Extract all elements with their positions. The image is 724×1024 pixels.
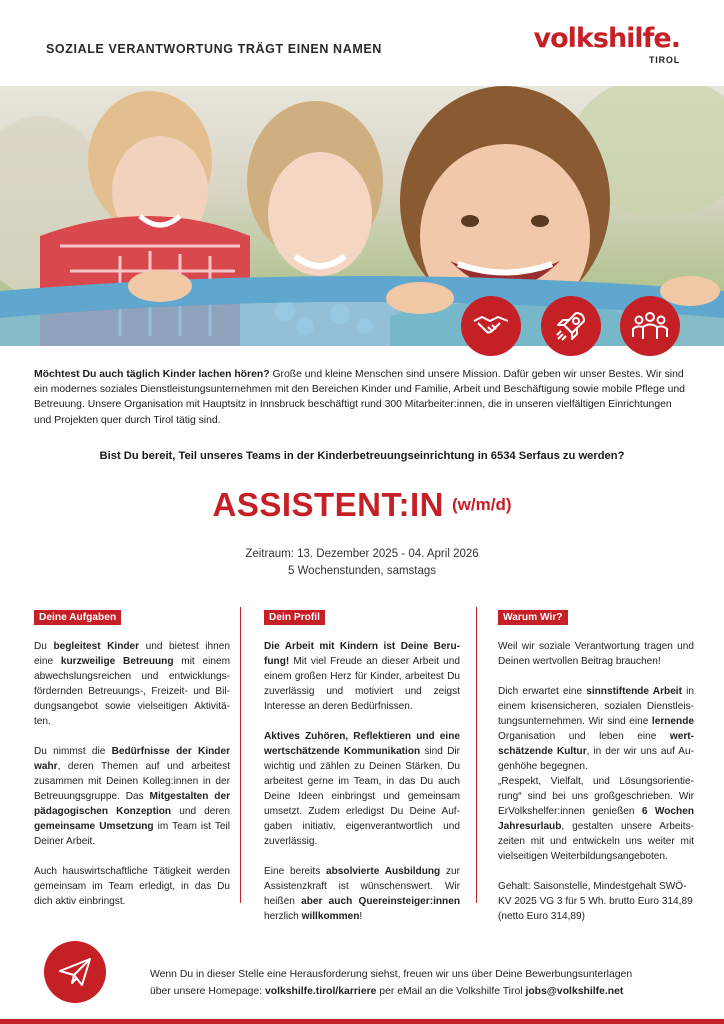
application-info bbox=[150, 966, 632, 1000]
salary-paragraph: Gehalt: Saisonstelle, Mindestgehalt SWÖ-KV 2025 VG 3 für 5 Wh. brutto Euro 314,89 (netto Euro 314,89) bbox=[498, 881, 693, 922]
column-divider bbox=[476, 607, 477, 903]
profile-paragraph: Eine bereits absolvierte Ausbildung zur Assistenzkraft ist wünschenswert. Wir heißen aber auch Quereinsteiger:innen herzlich willkommen! bbox=[264, 866, 461, 922]
team-icon-badge bbox=[620, 296, 680, 356]
tasks-heading: Deine Aufgaben bbox=[34, 610, 121, 625]
handshake-icon bbox=[472, 311, 510, 341]
job-title-gender: (w/m/d) bbox=[452, 495, 512, 514]
tasks-column bbox=[34, 607, 230, 924]
rocket-icon bbox=[554, 309, 588, 343]
application-line-1: Wenn Du in dieser Stelle eine Herausforderung siehst, freuen wir uns über Deine Bewerbungsunterlagen bbox=[150, 969, 633, 980]
logo-region: TIROL bbox=[649, 55, 680, 65]
paper-plane-icon bbox=[58, 957, 92, 987]
intro-paragraph bbox=[34, 367, 690, 428]
why-column bbox=[498, 607, 694, 939]
why-paragraph: Dich erwartet eine sinnstiftende Arbeit in einem krisensicheren, sozialen Dienstleistungsunternehmen. Wir sind eine lernende Organisation und leben eine wertschätzende Kultur, in der wir uns auf Augenhöhe begegnen. „Respekt, Vielfalt, und Lösungsorientierung“ sind bei uns großgeschrieben. Wir ErVolkshelfer:innen genießen 6 Wochen Jahresurlaub, gestalten unsere Arbeitszeiten mit und entwickeln uns weiter mit vielseitigen Weiterbildungsangeboten. bbox=[498, 686, 694, 862]
profile-paragraph: Die Arbeit mit Kindern ist Deine Berufung! Mit viel Freude an dieser Arbeit und einem großen Herz für Kinder, arbeitest Du zuverlässig und motiviert und zeigst Interesse an deren Bedürfnissen. bbox=[264, 641, 460, 712]
application-line-2: über unsere Homepage: volkshilfe.tirol/karriere per eMail an die Volkshilfe Tirol jobs@volkshilfe.net bbox=[150, 986, 624, 997]
bottom-accent-bar bbox=[0, 1019, 724, 1024]
hero-children-illustration bbox=[0, 86, 724, 346]
profile-column bbox=[264, 607, 460, 939]
tasks-paragraph: Auch hauswirtschaftliche Tätigkeit werden gemeinsam im Team erledigt, in das Du dich aktiv einbringst. bbox=[34, 866, 230, 907]
why-paragraph: Weil wir soziale Verantwortung tragen und Deinen wertvollen Beitrag brauchen! bbox=[498, 641, 694, 667]
handshake-icon-badge bbox=[461, 296, 521, 356]
tasks-paragraph: Du begleitest Kinder und bietest ihnen eine kurzweilige Betreuung mit einem abwechslungsreichen und entwicklungsfördernden Betreuungs-, Freizeit- und Bildungsangebot sowie vielseitigen Aktivitäten. bbox=[34, 641, 231, 727]
logo-wordmark: volkshilfe. bbox=[533, 23, 680, 54]
volkshilfe-logo[interactable] bbox=[534, 24, 680, 65]
hero-photo bbox=[0, 86, 724, 346]
profile-heading: Dein Profil bbox=[264, 610, 325, 625]
intro-lead: Möchtest Du auch täglich Kinder lachen hören? bbox=[34, 369, 270, 380]
job-period bbox=[0, 546, 724, 580]
team-question: Bist Du bereit, Teil unseres Teams in der Kinderbetreuungseinrichtung in 6534 Serfaus zu werden? bbox=[99, 450, 625, 462]
column-divider bbox=[240, 607, 241, 903]
job-title bbox=[0, 486, 724, 524]
why-heading: Warum Wir? bbox=[498, 610, 568, 625]
job-title-main: ASSISTENT:IN bbox=[212, 486, 445, 523]
email-link[interactable]: jobs@volkshilfe.net bbox=[525, 986, 624, 997]
tasks-paragraph: Du nimmst die Bedürfnisse der Kinder wahr, deren Themen auf und arbeitest zusammen mit Deinen Kolleg:innen in der Betreuungsgruppe. Das Mitgestalten der pädagogischen Konzeption und deren gemeinsame Umsetzung im Team ist Teil Deiner Arbeit. bbox=[34, 746, 231, 847]
tagline: SOZIALE VERANTWORTUNG TRÄGT EINEN NAMEN bbox=[46, 42, 382, 56]
intro-text: Große und kleine Menschen sind unsere Mission. Dafür geben wir unser Bestes. Wir sind ein modernes soziales Dienstleistungsunternehmen mit den Bereichen Kinder und Familie, Arbeit und Beschäftigung sowie mobile Pflege und Betreuung. Unsere Organisation mit Hauptsitz in Innsbruck beschäftigt rund 300 Mitarbeiter:innen, die in unseren vielfältigen Einrichtungen und Projekten quer durch Tirol tätig sind. bbox=[34, 369, 685, 426]
rocket-icon-badge bbox=[541, 296, 601, 356]
job-period-dates: Zeitraum: 13. Dezember 2025 - 04. April 2026 bbox=[245, 548, 479, 560]
team-icon bbox=[631, 309, 669, 343]
send-icon-badge bbox=[44, 941, 106, 1003]
job-period-hours: 5 Wochenstunden, samstags bbox=[287, 565, 437, 577]
profile-paragraph: Aktives Zuhören, Reflektieren und eine wertschätzende Kommunikation sind Dir wichtig und zählen zu Deinen Stärken. Du arbeitest gerne im Team, in das Du auch Deine Ideen einbringst und gemeinsam umsetzt. Zudem erledigst Du Deine Aufgaben initiativ, eigenverantwortlich und zuverlässig. bbox=[264, 731, 460, 847]
career-url-link[interactable]: volkshilfe.tirol/karriere bbox=[264, 986, 377, 997]
